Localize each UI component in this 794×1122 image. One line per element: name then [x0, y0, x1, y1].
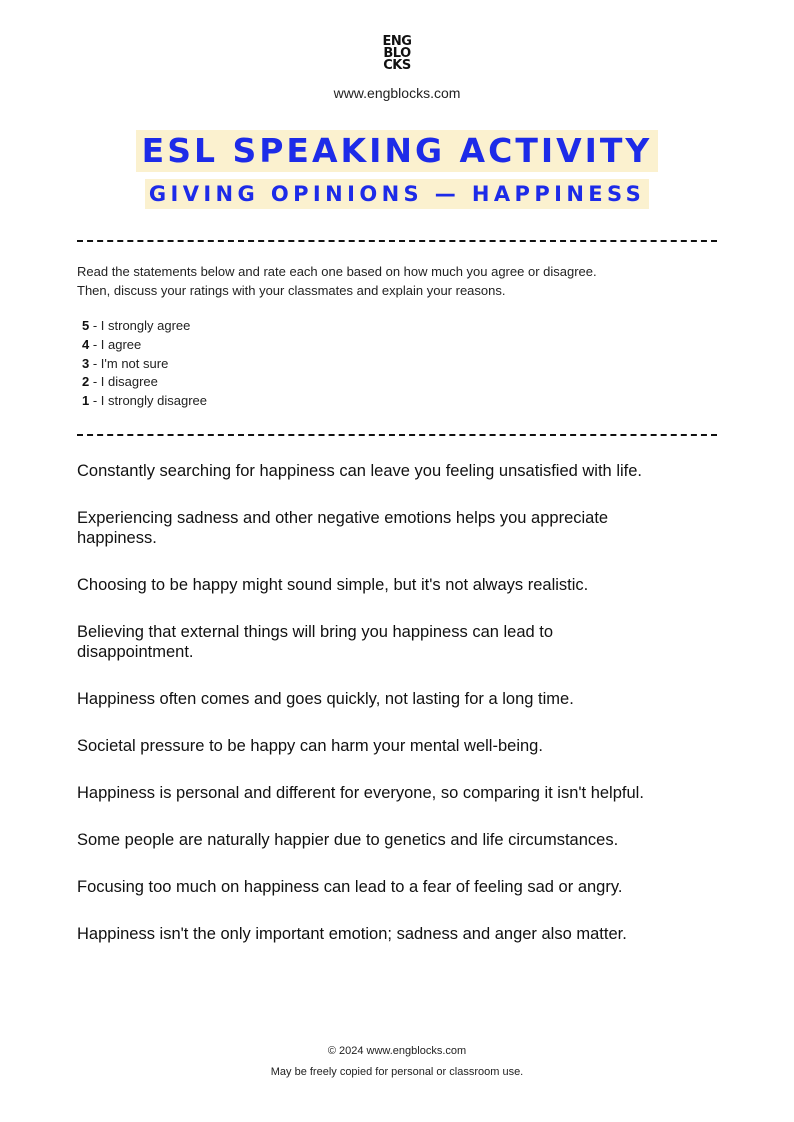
scale-label: - I strongly disagree — [89, 393, 208, 409]
statement-9: Focusing too much on happiness can lead to a fear of feeling sad or angry. — [77, 878, 623, 896]
logo-line: ENG — [382, 34, 412, 49]
instructions — [77, 262, 597, 300]
site-url: www.engblocks.com — [333, 85, 461, 101]
scale-row-1 — [82, 392, 207, 411]
logo-line: BLO — [383, 46, 411, 61]
scale-number: 5 — [82, 318, 90, 333]
bottom-divider — [77, 434, 717, 436]
scale-number: 2 — [82, 374, 90, 390]
instruction-line: Read the statements below and rate each one based on how much you agree or disagree. — [77, 264, 597, 279]
copyright: © 2024 www.engblocks.com — [327, 1045, 467, 1057]
statement-6: Societal pressure to be happy can harm your mental well-being. — [77, 737, 543, 755]
statement-3: Choosing to be happy might sound simple, but it's not always realistic. — [77, 576, 589, 594]
scale-label: - I strongly agree — [89, 318, 191, 333]
scale-row-3 — [82, 355, 207, 374]
page-title: ESL SPEAKING ACTIVITY — [136, 130, 659, 172]
scale-number: 3 — [82, 355, 90, 371]
engblocks-logo — [383, 36, 412, 72]
statement-7: Happiness is personal and different for everyone, so comparing it isn't helpful. — [77, 784, 644, 802]
statement-list — [77, 461, 717, 944]
scale-label: - I disagree — [89, 374, 158, 390]
license-note: May be freely copied for personal or classroom use. — [270, 1066, 524, 1078]
footer — [0, 1045, 794, 1078]
statement-1: Constantly searching for happiness can leave you feeling unsatisfied with life. — [77, 462, 642, 480]
scale-row-2 — [82, 373, 207, 392]
scale-label: - I'm not sure — [89, 355, 169, 371]
statement-4: Believing that external things will bring you happiness can lead to disappointment. — [77, 623, 554, 661]
logo-line: CKS — [383, 58, 411, 73]
scale-label: - I agree — [89, 336, 142, 352]
statement-8: Some people are naturally happier due to genetics and life circumstances. — [77, 831, 619, 849]
page-subtitle: GIVING OPINIONS — HAPPINESS — [145, 179, 649, 209]
scale-number: 4 — [82, 336, 90, 352]
top-divider — [77, 240, 717, 242]
instruction-line: Then, discuss your ratings with your classmates and explain your reasons. — [77, 283, 506, 298]
logo — [0, 36, 794, 74]
statement-10: Happiness isn't the only important emotion; sadness and anger also matter. — [77, 925, 627, 943]
scale-row-4 — [82, 336, 207, 355]
scale-row-5 — [82, 317, 207, 336]
scale-number: 1 — [82, 393, 90, 409]
statement-5: Happiness often comes and goes quickly, not lasting for a long time. — [77, 690, 574, 708]
rating-scale — [82, 317, 207, 411]
statement-2: Experiencing sadness and other negative emotions helps you appreciate happiness. — [77, 509, 609, 547]
